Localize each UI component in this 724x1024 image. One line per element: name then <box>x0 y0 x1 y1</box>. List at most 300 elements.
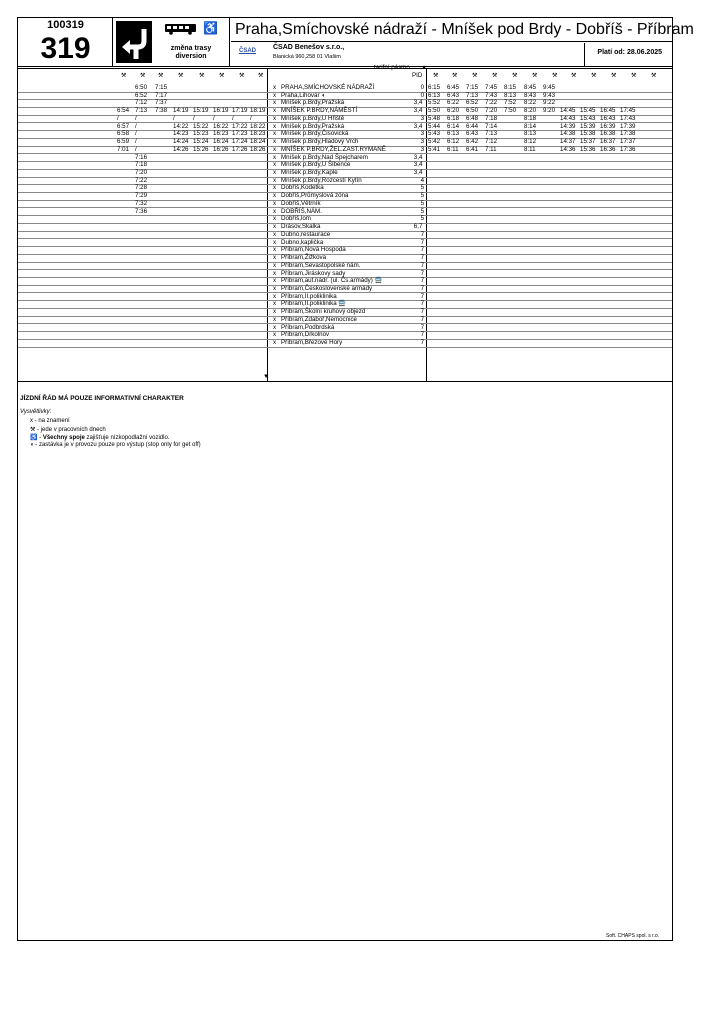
stop-name: MNÍŠEK P.BRDY,ŽEL.ZAST.RYMANĚ <box>281 145 386 153</box>
departure-time: 7:22 <box>485 99 498 107</box>
zone: 7 <box>420 261 425 269</box>
request-stop-icon: x <box>273 215 277 223</box>
departure-time: 17:24 <box>232 138 248 146</box>
departure-time: 17:37 <box>620 138 636 146</box>
zone: 0 <box>420 84 425 91</box>
departure-time: 8:18 <box>524 114 537 122</box>
departure-time: 6:54 <box>117 107 130 115</box>
departure-time: 7:50 <box>504 107 517 115</box>
departure-time: 6:22 <box>447 99 460 107</box>
departure-time: 6:20 <box>447 107 460 115</box>
departure-time: 7:13 <box>135 107 148 115</box>
departure-time: / <box>135 145 137 153</box>
workday-icon: ⚒ <box>121 72 127 79</box>
stop-name: Dubno,restaurace <box>281 230 331 238</box>
departure-time: 5:41 <box>428 145 441 153</box>
departure-time: 7:36 <box>135 207 148 215</box>
departure-time: 15:37 <box>580 138 596 146</box>
workday-icon: ⚒ <box>552 72 558 79</box>
departure-time: 16:24 <box>213 138 229 146</box>
departure-time: 14:38 <box>560 130 576 138</box>
request-stop-icon: x <box>273 223 277 231</box>
stop-name: Praha,Lihovar ◖ <box>281 91 325 99</box>
departure-time: 7:13 <box>466 91 479 99</box>
stop-name: Příbram,aut.nádr. (ul. Čs.armády) 🚍 <box>281 277 383 285</box>
departure-time: 18:19 <box>250 107 266 115</box>
departure-time: 6:50 <box>135 84 148 91</box>
departure-time: 17:22 <box>232 122 248 130</box>
departure-time: 14:19 <box>173 107 189 115</box>
request-stop-icon: x <box>273 107 277 115</box>
departure-time: 16:37 <box>600 138 616 146</box>
zone: 7 <box>420 284 425 292</box>
departure-time: 7:18 <box>485 114 498 122</box>
departure-time: / <box>117 114 119 122</box>
zone: 7 <box>420 339 425 347</box>
stop-name: Dubno,kaplička <box>281 238 324 246</box>
workday-icon: ⚒ <box>631 72 637 79</box>
divider <box>584 43 585 66</box>
departure-time: 15:19 <box>193 107 209 115</box>
stop-name: Mníšek p.Brdy,Pražská <box>281 122 345 130</box>
legend-text: zastávka je v provozu pouze pro výstup (stop only for get off) <box>38 442 201 448</box>
stop-name: Mníšek p.Brdy,U Hřiště <box>281 114 345 122</box>
departure-time: 15:45 <box>580 107 596 115</box>
departure-time: 9:20 <box>543 107 556 115</box>
departure-time: 7:43 <box>485 91 498 99</box>
departure-time: 6:58 <box>117 130 130 138</box>
departure-time: / <box>135 122 137 130</box>
stop-name: Mníšek p.Brdy,Rozcestí Kytín <box>281 176 362 184</box>
zone: 7 <box>420 246 425 254</box>
zone: 5 <box>420 215 425 223</box>
stop-name: Příbram,Školní kruhový objezd <box>281 308 366 316</box>
departure-time: / <box>173 114 175 122</box>
departure-time: 17:23 <box>232 130 248 138</box>
departure-time: 15:39 <box>580 122 596 130</box>
request-stop-icon: x <box>273 254 277 262</box>
departure-time: 6:43 <box>466 130 479 138</box>
request-stop-icon: x <box>273 230 277 238</box>
departure-time: 7:29 <box>135 192 148 200</box>
departure-time: 16:43 <box>600 114 616 122</box>
departure-time: 17:43 <box>620 114 636 122</box>
departure-time: 16:45 <box>600 107 616 115</box>
departure-time: 6:13 <box>447 130 460 138</box>
request-stop-icon: x <box>273 315 277 323</box>
legend-item <box>30 426 106 433</box>
request-stop-icon: x <box>273 207 277 215</box>
operator-address: Blanická 960,258 01 Vlašim <box>273 54 341 60</box>
stop-name: Příbram,II.poliklinika <box>281 292 337 300</box>
departure-time: / <box>193 114 195 122</box>
stop-name: DOBŘÍŠ,NÁM. <box>281 207 322 215</box>
stop-name: Příbram,Zdaboř,Nemocnice <box>281 315 357 323</box>
departure-time: 9:43 <box>543 91 556 99</box>
diversion-label-en: diversion <box>175 53 207 60</box>
request-stop-icon: x <box>273 192 277 200</box>
request-stop-icon: x <box>273 161 277 169</box>
departure-time: 7:37 <box>155 99 168 107</box>
departure-time: 8:14 <box>524 122 537 130</box>
stop-name: Mníšek p.Brdy,Čisovická <box>281 130 349 138</box>
stop-name: Příbram,Podbrdská <box>281 323 335 331</box>
row-line <box>18 207 672 208</box>
departure-time: 14:36 <box>560 145 576 153</box>
zone: 3,4 <box>413 161 423 169</box>
departure-time: 6:52 <box>135 91 148 99</box>
departure-time: 6:14 <box>447 122 460 130</box>
departure-time: 5:42 <box>428 138 441 146</box>
departure-time: 7:20 <box>485 107 498 115</box>
departure-time: 8:12 <box>524 138 537 146</box>
zone: 3 <box>420 145 425 153</box>
request-stop-icon: x <box>273 169 277 177</box>
departure-time: 6:11 <box>447 145 459 153</box>
zone: 5 <box>420 192 425 200</box>
stop-name: Dobříš,Kodetka <box>281 184 324 192</box>
departure-time: 7:17 <box>155 91 168 99</box>
departure-time: 6:18 <box>447 114 460 122</box>
line-box <box>18 18 113 66</box>
workday-icon: ⚒ <box>239 72 245 79</box>
zone: 7 <box>420 323 425 331</box>
workday-icon: ⚒ <box>199 72 205 79</box>
departure-time: 9:22 <box>543 99 556 107</box>
departure-time: 18:26 <box>250 145 266 153</box>
departure-time: 9:45 <box>543 84 556 91</box>
departure-time: 8:22 <box>524 99 537 107</box>
row-line <box>18 99 672 100</box>
row-line <box>18 223 672 224</box>
divider <box>17 68 673 69</box>
departure-time: 5:44 <box>428 122 441 130</box>
stop-name: Mníšek p.Brdy,U Šibence <box>281 161 351 169</box>
request-stop-icon: x <box>273 308 277 316</box>
zone: 7 <box>420 292 425 300</box>
zone: 3,4 <box>413 99 423 107</box>
departure-time: 18:22 <box>250 122 266 130</box>
departure-time: 14:23 <box>173 130 189 138</box>
departure-time: 5:52 <box>428 99 441 107</box>
zone: 5 <box>420 184 425 192</box>
workday-icon: ⚒ <box>258 72 264 79</box>
departure-time: 14:45 <box>560 107 576 115</box>
workday-icon: ⚒ <box>492 72 498 79</box>
notice: JÍZDNÍ ŘÁD MÁ POUZE INFORMATIVNÍ CHARAKTER <box>20 395 184 402</box>
credit: Soft. CHAPS spol. s r.o. <box>606 933 660 939</box>
departure-time: 7:28 <box>135 184 148 192</box>
departure-time: 6:42 <box>466 138 479 146</box>
request-stop-icon: x <box>273 339 277 347</box>
legend-item <box>30 418 70 424</box>
zone: 7 <box>420 230 425 238</box>
stop-name: Mníšek p.Brdy,Pražská <box>281 99 345 107</box>
workday-icon: ⚒ <box>512 72 518 79</box>
departure-time: 15:24 <box>193 138 209 146</box>
request-stop-icon: x <box>273 122 277 130</box>
request-stop-icon: x <box>273 323 277 331</box>
zone: 3,4 <box>413 169 423 177</box>
legend-symbol: ◖ - <box>30 442 39 448</box>
zone: 7 <box>420 254 425 262</box>
stop-name: MNÍŠEK P.BRDY,NÁMĚSTÍ <box>281 107 358 115</box>
departure-time: 8:13 <box>524 130 537 138</box>
row-line <box>18 339 672 340</box>
legend-symbol: x - <box>30 418 39 424</box>
workday-icon: ⚒ <box>433 72 439 79</box>
zone: 3,4 <box>413 153 423 161</box>
stop-name: Dobříš,lom <box>281 215 311 223</box>
stop-name: Příbram,Nová Hospoda <box>281 246 346 254</box>
workday-icon: ⚒ <box>611 72 617 79</box>
departure-time: 5:43 <box>428 130 441 138</box>
row-line <box>18 331 672 332</box>
request-stop-icon: x <box>273 91 277 99</box>
departure-time: 7:15 <box>466 84 479 91</box>
operator-bar <box>231 43 672 66</box>
request-stop-icon: x <box>273 145 277 153</box>
departure-time: / <box>135 138 137 146</box>
zone: 0 <box>420 91 425 99</box>
departure-time: 6:13 <box>428 91 441 99</box>
departure-time: / <box>213 114 215 122</box>
workday-icon: ⚒ <box>158 72 164 79</box>
departure-time: 17:45 <box>620 107 636 115</box>
request-stop-icon: x <box>273 238 277 246</box>
zone: 6,7 <box>413 223 423 231</box>
departure-time: 8:13 <box>504 91 517 99</box>
departure-time: 7:52 <box>504 99 517 107</box>
stop-name: Mníšek p.Brdy,Hladový Vrch <box>281 138 359 146</box>
departure-time: 16:26 <box>213 145 229 153</box>
departure-time: 6:41 <box>466 145 479 153</box>
zone: 7 <box>420 269 425 277</box>
zone: 5 <box>420 199 425 207</box>
departure-time: 14:22 <box>173 122 189 130</box>
departure-time: 6:44 <box>466 122 479 130</box>
departure-time: 15:22 <box>193 122 209 130</box>
departure-time: 6:59 <box>117 138 130 146</box>
departure-time: 14:37 <box>560 138 576 146</box>
departure-time: 7:32 <box>135 199 148 207</box>
stop-name: Drásov,Skalka <box>281 223 321 231</box>
departure-time: 7:22 <box>135 176 148 184</box>
legend-symbol: ⚒ - <box>30 427 41 433</box>
departure-time: 7:16 <box>135 153 148 161</box>
stop-name: Příbram,Sevastopolské nám. <box>281 261 361 269</box>
workday-icon: ⚒ <box>532 72 538 79</box>
departure-time: 8:43 <box>524 91 537 99</box>
request-stop-icon: x <box>273 184 277 192</box>
departure-time: 18:24 <box>250 138 266 146</box>
legend-title: Vysvětlivky: <box>20 409 52 415</box>
stop-name: Mníšek p.Brdy,Kaple <box>281 169 338 177</box>
departure-time: 16:19 <box>213 107 229 115</box>
bus-icon <box>165 23 197 35</box>
request-stop-icon: x <box>273 99 277 107</box>
row-line <box>18 347 672 348</box>
operator-logo: ČSAD <box>239 48 257 54</box>
stop-name: Příbram,Březové Hory <box>281 339 343 347</box>
zone: 3 <box>420 114 425 122</box>
departure-time: 7:13 <box>485 130 498 138</box>
zone: 7 <box>420 238 425 246</box>
zone: 7 <box>420 308 425 316</box>
stop-name: Dobříš,Větrník <box>281 199 321 207</box>
workday-icon: ⚒ <box>591 72 597 79</box>
legend-bold: Všechny spoje <box>42 435 85 441</box>
departure-time: 17:36 <box>620 145 636 153</box>
departure-time: 17:38 <box>620 130 636 138</box>
departure-time: 7:12 <box>135 99 148 107</box>
departure-time: 16:36 <box>600 145 616 153</box>
workday-icon: ⚒ <box>651 72 657 79</box>
valid-from: Platí od: 28.06.2025 <box>597 49 662 56</box>
stop-name: Mníšek p.Brdy,Nad Špejcharem <box>281 153 368 161</box>
departure-time: 16:38 <box>600 130 616 138</box>
departure-time: 7:45 <box>485 84 498 91</box>
departure-time: 17:26 <box>232 145 248 153</box>
direction-down-icon: ▼ <box>263 373 270 380</box>
departure-time: 17:39 <box>620 122 636 130</box>
row-line <box>18 215 672 216</box>
request-stop-icon: x <box>273 284 277 292</box>
departure-time: 8:15 <box>504 84 517 91</box>
line-number: 319 <box>40 32 91 65</box>
workday-icon: ⚒ <box>140 72 146 79</box>
departure-time: 6:57 <box>117 122 130 130</box>
departure-time: 7:15 <box>155 84 168 91</box>
zone: 7 <box>420 277 425 285</box>
departure-time: 15:38 <box>580 130 596 138</box>
departure-time: / <box>232 114 234 122</box>
route-title: Praha,Smíchovské nádraží - Mníšek pod Brdy - Dobříš - Příbram <box>231 18 672 42</box>
request-stop-icon: x <box>273 84 277 91</box>
stop-name: Příbram,II.poliklinika 🚍 <box>281 300 347 308</box>
request-stop-icon: x <box>273 300 277 308</box>
departure-time: / <box>135 130 137 138</box>
request-stop-icon: x <box>273 292 277 300</box>
request-stop-icon: x <box>273 199 277 207</box>
departure-time: 14:39 <box>560 122 576 130</box>
departure-time: 7:38 <box>155 107 168 115</box>
stop-name: Příbram,Československé armády <box>281 284 373 292</box>
legend-text: jede v pracovních dnech <box>40 427 106 433</box>
zone-header: tarifní pásmo <box>374 64 410 71</box>
request-stop-icon: x <box>273 261 277 269</box>
departure-time: 16:23 <box>213 130 229 138</box>
departure-time: 6:50 <box>466 107 479 115</box>
departure-time: 6:45 <box>447 84 460 91</box>
zone: 3 <box>420 138 425 146</box>
stop-name: Příbram,Žižkova <box>281 254 327 262</box>
departure-time: 15:26 <box>193 145 209 153</box>
departure-time: 8:20 <box>524 107 537 115</box>
departure-time: 7:18 <box>135 161 148 169</box>
legend-item <box>30 442 201 448</box>
zone: 3,4 <box>413 107 423 115</box>
pid-header: PID <box>412 72 423 79</box>
departure-time: 14:43 <box>560 114 576 122</box>
stop-name: Příbram,Jiráskovy sady <box>281 269 346 277</box>
departure-time: 16:22 <box>213 122 229 130</box>
stop-name: Dobříš,Průmyslová zóna <box>281 192 349 200</box>
stop-name: PRAHA,SMÍCHOVSKÉ NÁDRAŽÍ <box>281 84 375 91</box>
departure-time: 16:39 <box>600 122 616 130</box>
departure-time: 15:36 <box>580 145 596 153</box>
legend-symbol: ♿ - <box>30 435 43 441</box>
diversion-label-cz: změna trasy <box>170 45 212 52</box>
departure-time: 18:23 <box>250 130 266 138</box>
request-stop-icon: x <box>273 153 277 161</box>
departure-time: 5:48 <box>428 114 441 122</box>
departure-time: 15:43 <box>580 114 596 122</box>
zone: 4 <box>420 176 425 184</box>
departure-time: 7:11 <box>485 145 497 153</box>
request-stop-icon: x <box>273 130 277 138</box>
diversion-box <box>113 18 230 66</box>
zone: 5 <box>420 207 425 215</box>
departure-time: 6:12 <box>447 138 460 146</box>
zone: 3,4 <box>413 122 423 130</box>
request-stop-icon: x <box>273 138 277 146</box>
wheelchair-icon: ♿ <box>203 21 218 35</box>
request-stop-icon: x <box>273 246 277 254</box>
departure-time: 6:43 <box>447 91 460 99</box>
legend-text: zajišťuje nízkopodlažní vozidlo. <box>84 435 170 441</box>
legend-item <box>30 434 169 441</box>
departure-time: 5:50 <box>428 107 441 115</box>
request-stop-icon: x <box>273 269 277 277</box>
request-stop-icon: x <box>273 277 277 285</box>
workday-icon: ⚒ <box>178 72 184 79</box>
line-code: 100319 <box>47 19 84 31</box>
workday-icon: ⚒ <box>219 72 225 79</box>
workday-icon: ⚒ <box>571 72 577 79</box>
departure-time: 17:19 <box>232 107 248 115</box>
departure-time: 7:14 <box>485 122 498 130</box>
legend-text: na znamení <box>38 418 70 424</box>
departure-time: 6:48 <box>466 114 479 122</box>
operator-name: ČSAD Benešov s.r.o., <box>273 44 345 51</box>
zone: 7 <box>420 315 425 323</box>
departure-time: 6:15 <box>428 84 441 91</box>
request-stop-icon: x <box>273 176 277 184</box>
request-stop-icon: x <box>273 331 277 339</box>
departure-time: 15:23 <box>193 130 209 138</box>
diversion-icon <box>116 21 152 63</box>
zone: 7 <box>420 331 425 339</box>
workday-icon: ⚒ <box>472 72 478 79</box>
timetable-header <box>17 17 694 67</box>
stop-name: Příbram,Drkolnov <box>281 331 330 339</box>
departure-time: 8:45 <box>524 84 537 91</box>
departure-time: 7:12 <box>485 138 498 146</box>
departure-time: 7:01 <box>117 145 130 153</box>
departure-time: 7:20 <box>135 169 148 177</box>
direction-up-icon: ▲ <box>421 64 428 71</box>
zone: 7 <box>420 300 425 308</box>
zone: 3 <box>420 130 425 138</box>
row-line <box>18 238 672 239</box>
departure-time: 8:11 <box>524 145 536 153</box>
divider <box>17 381 673 382</box>
departure-time: 14:24 <box>173 138 189 146</box>
request-stop-icon: x <box>273 114 277 122</box>
departure-time: 6:52 <box>466 99 479 107</box>
row-line <box>18 231 672 232</box>
